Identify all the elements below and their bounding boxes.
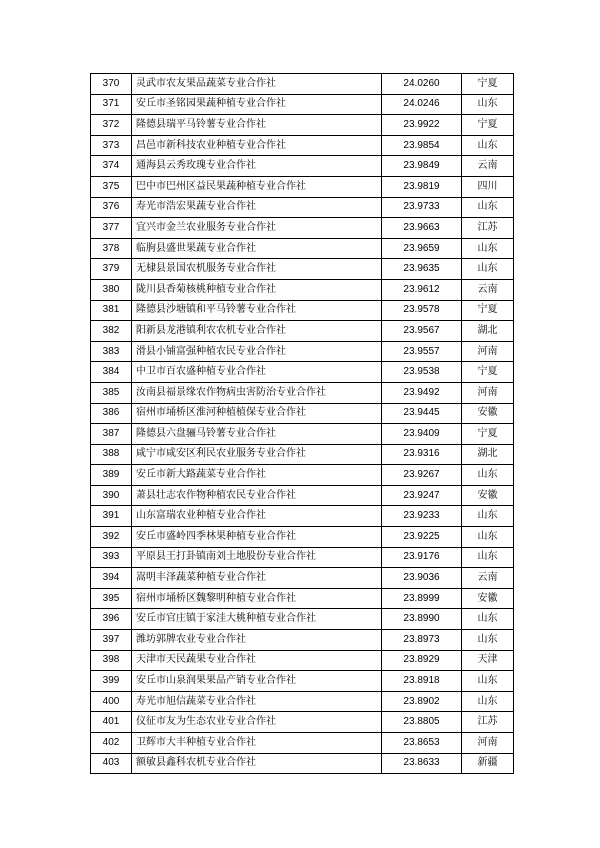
score-cell: 23.9409: [382, 424, 462, 445]
rank-number-cell: 381: [91, 300, 132, 321]
cooperative-name-cell: 天津市天民蔬果专业合作社: [132, 650, 382, 671]
score-cell: 23.9567: [382, 321, 462, 342]
province-cell: 山东: [462, 259, 514, 280]
table-row: [91, 733, 514, 754]
rank-number-cell: 375: [91, 176, 132, 197]
rank-number-cell: 373: [91, 135, 132, 156]
score-cell: 23.9578: [382, 300, 462, 321]
table-row: [91, 74, 514, 95]
rank-number-cell: 377: [91, 218, 132, 239]
cooperative-name-cell: 临朐县盛世果蔬专业合作社: [132, 238, 382, 259]
cooperative-name-cell: 安丘市圣铭园果蔬种植专业合作社: [132, 94, 382, 115]
rank-number-cell: 397: [91, 630, 132, 651]
score-cell: 23.8633: [382, 753, 462, 774]
province-cell: 宁夏: [462, 300, 514, 321]
rank-number-cell: 399: [91, 671, 132, 692]
score-cell: 23.8805: [382, 712, 462, 733]
cooperative-name-cell: 平原县王打卦镇南刘土地股份专业合作社: [132, 547, 382, 568]
province-cell: 安徽: [462, 403, 514, 424]
score-cell: 23.8929: [382, 650, 462, 671]
table-row: [91, 547, 514, 568]
rank-number-cell: 393: [91, 547, 132, 568]
score-cell: 24.0246: [382, 94, 462, 115]
score-cell: 23.9492: [382, 382, 462, 403]
province-cell: 山东: [462, 527, 514, 548]
rank-number-cell: 385: [91, 382, 132, 403]
table-row: [91, 94, 514, 115]
score-cell: 23.9819: [382, 176, 462, 197]
cooperative-name-cell: 隆德县瑞平马铃薯专业合作社: [132, 115, 382, 136]
score-cell: 23.8653: [382, 733, 462, 754]
province-cell: 山东: [462, 671, 514, 692]
cooperative-name-cell: 额敏县鑫科农机专业合作社: [132, 753, 382, 774]
cooperative-name-cell: 巴中市巴州区益民果蔬种植专业合作社: [132, 176, 382, 197]
cooperative-name-cell: 通海县云秀玫瑰专业合作社: [132, 156, 382, 177]
province-cell: 宁夏: [462, 424, 514, 445]
cooperative-name-cell: 阳新县龙港镇利农农机专业合作社: [132, 321, 382, 342]
cooperative-name-cell: 宿州市埇桥区魏黎明种植专业合作社: [132, 588, 382, 609]
province-cell: 山东: [462, 135, 514, 156]
province-cell: 江苏: [462, 712, 514, 733]
table-row: [91, 382, 514, 403]
table-row: [91, 176, 514, 197]
cooperative-name-cell: 潍坊郭牌农业专业合作社: [132, 630, 382, 651]
province-cell: 山东: [462, 630, 514, 651]
score-cell: 23.9538: [382, 362, 462, 383]
cooperative-name-cell: 安丘市新大路蔬菜专业合作社: [132, 465, 382, 486]
cooperative-name-cell: 中卫市百农盛种植专业合作社: [132, 362, 382, 383]
table-row: [91, 197, 514, 218]
table-row: [91, 218, 514, 239]
table-row: [91, 135, 514, 156]
table-row: [91, 465, 514, 486]
table-row: [91, 238, 514, 259]
rank-number-cell: 387: [91, 424, 132, 445]
rank-number-cell: 372: [91, 115, 132, 136]
province-cell: 云南: [462, 568, 514, 589]
score-cell: 24.0260: [382, 74, 462, 95]
table-row: [91, 424, 514, 445]
cooperative-name-cell: 卫辉市大丰种植专业合作社: [132, 733, 382, 754]
table-row: [91, 712, 514, 733]
table-row: [91, 753, 514, 774]
rank-number-cell: 386: [91, 403, 132, 424]
cooperative-name-cell: 汝南县福景缘农作物病虫害防治专业合作社: [132, 382, 382, 403]
province-cell: 安徽: [462, 588, 514, 609]
rank-number-cell: 384: [91, 362, 132, 383]
score-cell: 23.9663: [382, 218, 462, 239]
table-row: [91, 671, 514, 692]
score-cell: 23.9176: [382, 547, 462, 568]
rank-number-cell: 400: [91, 691, 132, 712]
cooperative-name-cell: 滑县小铺富强种植农民专业合作社: [132, 341, 382, 362]
province-cell: 河南: [462, 382, 514, 403]
cooperative-name-cell: 宜兴市金兰农业服务专业合作社: [132, 218, 382, 239]
score-cell: 23.9659: [382, 238, 462, 259]
table-row: [91, 609, 514, 630]
table-row: [91, 259, 514, 280]
score-cell: 23.8973: [382, 630, 462, 651]
province-cell: 山东: [462, 691, 514, 712]
score-cell: 23.9233: [382, 506, 462, 527]
cooperative-name-cell: 隆德县沙塘镇和平马铃薯专业合作社: [132, 300, 382, 321]
table-row: [91, 115, 514, 136]
rank-number-cell: 388: [91, 444, 132, 465]
cooperative-name-cell: 寿光市旭信蔬菜专业合作社: [132, 691, 382, 712]
cooperative-name-cell: 安丘市山泉润果果品产销专业合作社: [132, 671, 382, 692]
province-cell: 安徽: [462, 485, 514, 506]
rank-number-cell: 398: [91, 650, 132, 671]
province-cell: 河南: [462, 733, 514, 754]
cooperative-name-cell: 宿州市埇桥区淮河种植植保专业合作社: [132, 403, 382, 424]
cooperative-name-cell: 陇川县香菊核桃种植专业合作社: [132, 279, 382, 300]
cooperative-name-cell: 萧县壮志农作物种植农民专业合作社: [132, 485, 382, 506]
province-cell: 新疆: [462, 753, 514, 774]
province-cell: 山东: [462, 197, 514, 218]
cooperative-name-cell: 昌邑市新科技农业种植专业合作社: [132, 135, 382, 156]
rank-number-cell: 383: [91, 341, 132, 362]
province-cell: 山东: [462, 238, 514, 259]
rank-number-cell: 396: [91, 609, 132, 630]
score-cell: 23.8902: [382, 691, 462, 712]
rank-number-cell: 401: [91, 712, 132, 733]
province-cell: 山东: [462, 547, 514, 568]
table-body: [91, 74, 514, 774]
rank-number-cell: 379: [91, 259, 132, 280]
rank-number-cell: 370: [91, 74, 132, 95]
table-row: [91, 527, 514, 548]
score-cell: 23.9635: [382, 259, 462, 280]
table-row: [91, 362, 514, 383]
score-cell: 23.9036: [382, 568, 462, 589]
province-cell: 宁夏: [462, 115, 514, 136]
rank-number-cell: 389: [91, 465, 132, 486]
cooperative-name-cell: 灵武市农友果品蔬菜专业合作社: [132, 74, 382, 95]
rank-number-cell: 376: [91, 197, 132, 218]
rank-number-cell: 374: [91, 156, 132, 177]
province-cell: 湖北: [462, 321, 514, 342]
province-cell: 湖北: [462, 444, 514, 465]
score-cell: 23.9445: [382, 403, 462, 424]
rank-number-cell: 371: [91, 94, 132, 115]
rank-number-cell: 403: [91, 753, 132, 774]
table-row: [91, 588, 514, 609]
province-cell: 山东: [462, 609, 514, 630]
province-cell: 宁夏: [462, 74, 514, 95]
score-cell: 23.8918: [382, 671, 462, 692]
score-cell: 23.9733: [382, 197, 462, 218]
cooperative-name-cell: 嵩明丰泽蔬菜种植专业合作社: [132, 568, 382, 589]
score-cell: 23.9557: [382, 341, 462, 362]
province-cell: 山东: [462, 94, 514, 115]
rank-number-cell: 395: [91, 588, 132, 609]
province-cell: 云南: [462, 279, 514, 300]
table-row: [91, 650, 514, 671]
rank-number-cell: 391: [91, 506, 132, 527]
cooperative-ranking-table: [90, 73, 514, 774]
table-row: [91, 341, 514, 362]
table-row: [91, 485, 514, 506]
province-cell: 天津: [462, 650, 514, 671]
table-row: [91, 156, 514, 177]
rank-number-cell: 382: [91, 321, 132, 342]
cooperative-name-cell: 安丘市盛岭四季林果种植专业合作社: [132, 527, 382, 548]
score-cell: 23.9612: [382, 279, 462, 300]
province-cell: 山东: [462, 506, 514, 527]
table-row: [91, 506, 514, 527]
score-cell: 23.8990: [382, 609, 462, 630]
table-row: [91, 300, 514, 321]
cooperative-name-cell: 山东富瑞农业种植专业合作社: [132, 506, 382, 527]
cooperative-name-cell: 仪征市友为生态农业专业合作社: [132, 712, 382, 733]
rank-number-cell: 402: [91, 733, 132, 754]
score-cell: 23.9849: [382, 156, 462, 177]
rank-number-cell: 378: [91, 238, 132, 259]
score-cell: 23.9316: [382, 444, 462, 465]
table-row: [91, 279, 514, 300]
score-cell: 23.9247: [382, 485, 462, 506]
province-cell: 河南: [462, 341, 514, 362]
cooperative-name-cell: 寿光市浩宏果蔬专业合作社: [132, 197, 382, 218]
cooperative-name-cell: 咸宁市咸安区利民农业服务专业合作社: [132, 444, 382, 465]
cooperative-name-cell: 隆德县六盘骊马铃薯专业合作社: [132, 424, 382, 445]
province-cell: 山东: [462, 465, 514, 486]
score-cell: 23.9225: [382, 527, 462, 548]
score-cell: 23.9267: [382, 465, 462, 486]
score-cell: 23.9922: [382, 115, 462, 136]
table-row: [91, 630, 514, 651]
rank-number-cell: 394: [91, 568, 132, 589]
province-cell: 宁夏: [462, 362, 514, 383]
cooperative-name-cell: 无棣县景国农机服务专业合作社: [132, 259, 382, 280]
rank-number-cell: 390: [91, 485, 132, 506]
cooperative-name-cell: 安丘市官庄镇于家洼大桃种植专业合作社: [132, 609, 382, 630]
table-row: [91, 444, 514, 465]
province-cell: 四川: [462, 176, 514, 197]
table-row: [91, 321, 514, 342]
province-cell: 云南: [462, 156, 514, 177]
score-cell: 23.9854: [382, 135, 462, 156]
rank-number-cell: 380: [91, 279, 132, 300]
rank-number-cell: 392: [91, 527, 132, 548]
province-cell: 江苏: [462, 218, 514, 239]
table-row: [91, 403, 514, 424]
table-row: [91, 691, 514, 712]
score-cell: 23.8999: [382, 588, 462, 609]
table-row: [91, 568, 514, 589]
